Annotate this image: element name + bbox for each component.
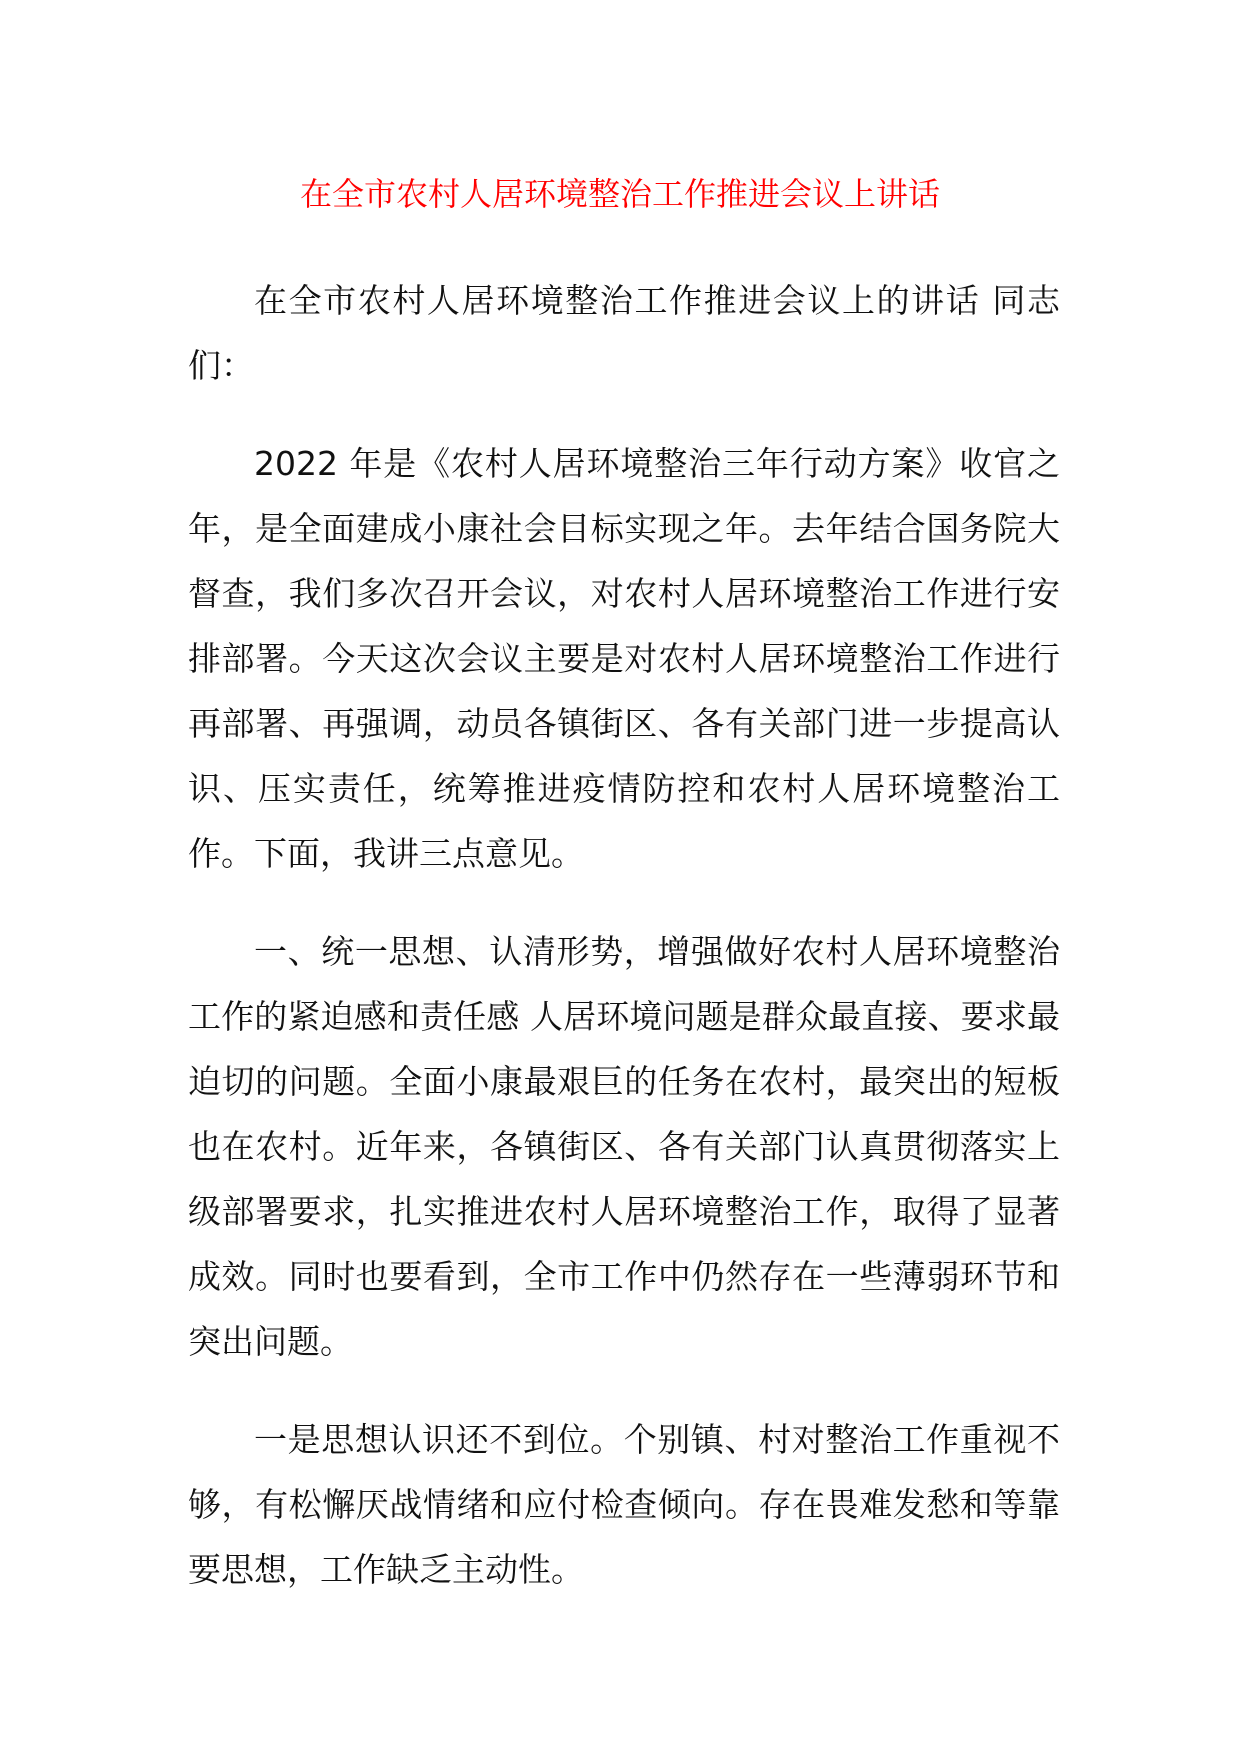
paragraph-section-one: 一、统一思想、认清形势，增强做好农村人居环境整治工作的紧迫感和责任感 人居环境问题是群众最直接、要求最迫切的问题。全面小康最艰巨的任务在农村，最突出的短板也在农村。近年来，各镇街区、各有关部门认真贯彻落实上级部署要求，扎实推进农村人居环境整治工作，取得了显著成效。同时也要看到，全市工作中仍然存在一些薄弱环节和突出问题。 bbox=[188, 932, 1060, 1361]
paragraph-introduction: 2022 年是《农村人居环境整治三年行动方案》收官之年，是全面建成小康社会目标实现之年。去年结合国务院大督查，我们多次召开会议，对农村人居环境整治工作进行安排部署。今天这次会议主要是对农村人居环境整治工作进行再部署、再强调，动员各镇街区、各有关部门进一步提高认识、压实责任，统筹推进疫情防控和农村人居环境整治工作。下面，我讲三点意见。 bbox=[188, 444, 1060, 873]
paragraph-problem-one: 一是思想认识还不到位。个别镇、村对整治工作重视不够，有松懈厌战情绪和应付检查倾向。存在畏难发愁和等靠要思想，工作缺乏主动性。 bbox=[188, 1420, 1060, 1589]
document-title: 在全市农村人居环境整治工作推进会议上讲话 bbox=[299, 175, 940, 213]
paragraph-opening: 在全市农村人居环境整治工作推进会议上的讲话 同志们： bbox=[188, 281, 1060, 385]
document-body bbox=[188, 268, 1060, 1635]
